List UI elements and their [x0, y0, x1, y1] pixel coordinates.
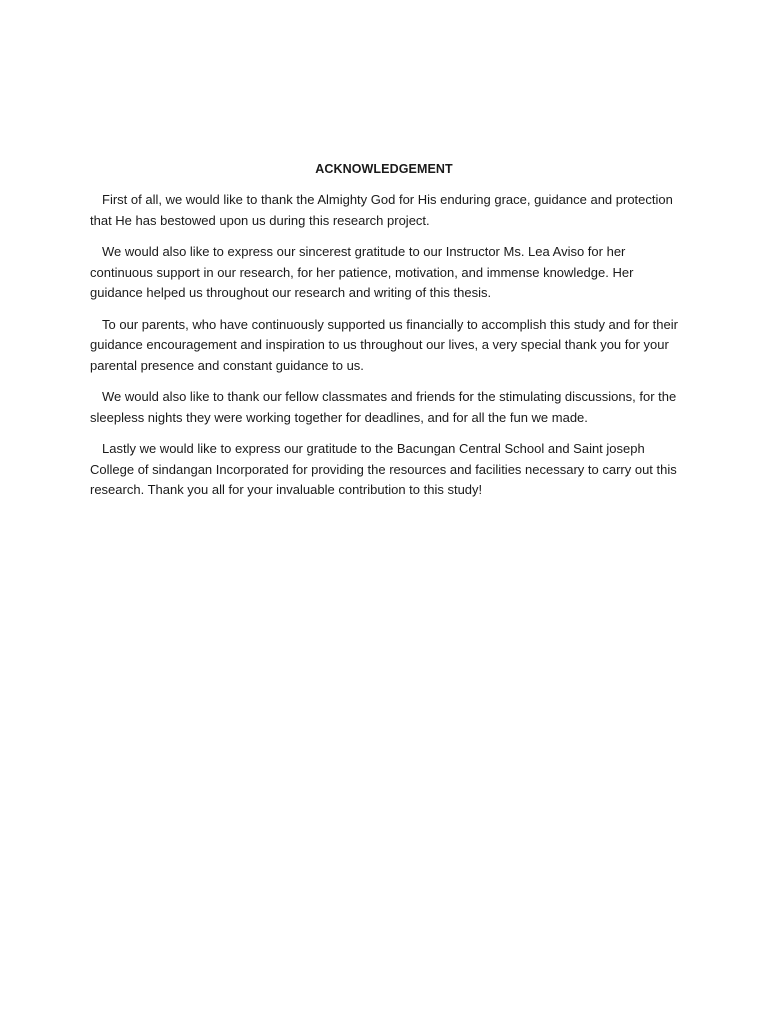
paragraph-2: We would also like to express our sincerest gratitude to our Instructor Ms. Lea Aviso for her continuous support in our research, for her patience, motivation, and immense knowledge. Her guidance helped us throughout our research and writing of this thesis. [90, 244, 634, 300]
page-title: ACKNOWLEDGEMENT [315, 162, 453, 176]
paragraph-4: We would also like to thank our fellow classmates and friends for the stimulating discussions, for the sleepless nights they were working together for deadlines, and for all the fun we made. [90, 389, 677, 425]
paragraph-3: To our parents, who have continuously supported us financially to accomplish this study and for their guidance encouragement and inspiration to us throughout our lives, a very special thank you for your parental presence and constant guidance to us. [90, 316, 678, 373]
paragraph-1: First of all, we would like to thank the Almighty God for His enduring grace, guidance and protection that He has bestowed upon us during this research project. [90, 192, 673, 228]
paragraph-5: Lastly we would like to express our gratitude to the Bacungan Central School and Saint joseph College of sindangan Incorporated for providing the resources and facilities necessary to carry out this research. Thank you all for your invaluable contribution to this study! [90, 441, 677, 497]
document-body [90, 160, 678, 512]
